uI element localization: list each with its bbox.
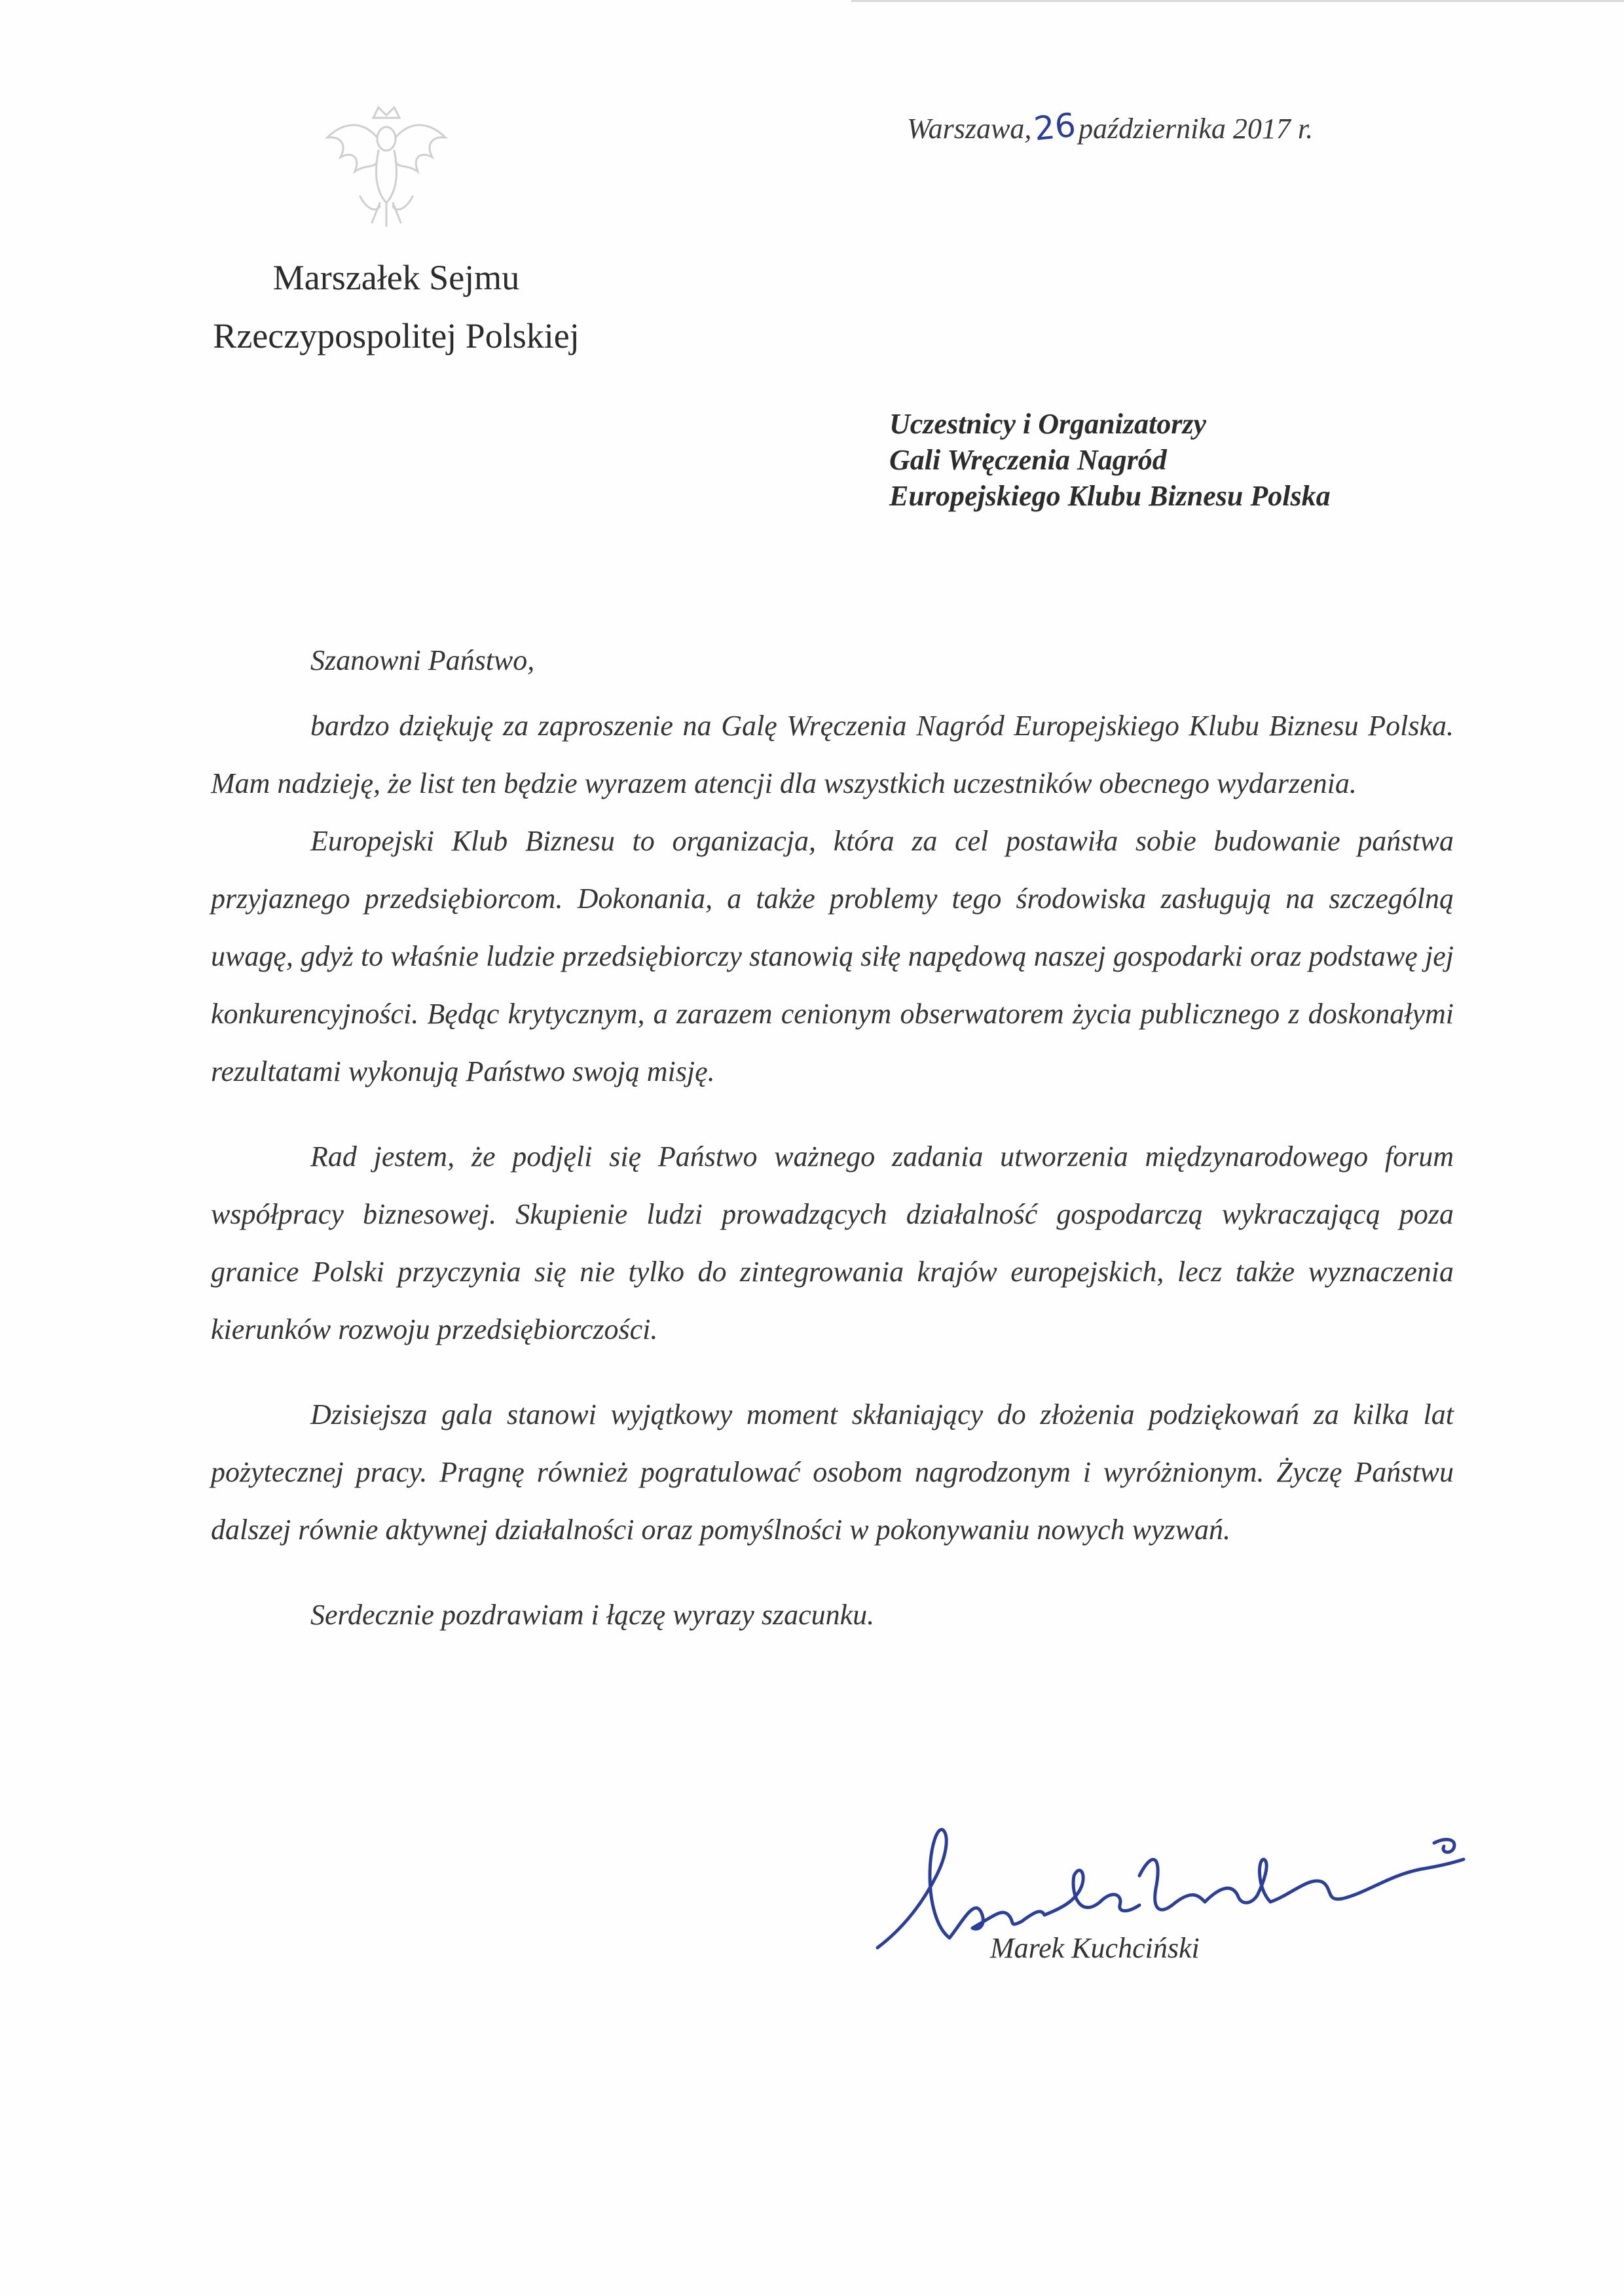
date-month-year: października 2017 r.: [1078, 113, 1314, 145]
date-place: Warszawa,: [907, 113, 1032, 145]
salutation: Szanowni Państwo,: [310, 644, 535, 676]
embossed-eagle-emblem: [314, 98, 458, 236]
paragraph-3: Rad jestem, że podjęli się Państwo ważnego zadania utworzenia międzynarodowego forum współpracy biznesowej. Skupienie ludzi prowadzących działalność gospodarczą wykraczającą poza granice Polski przyczynia się nie tylko do zintegrowania krajów europejskich, lecz także wyznaczenia kierunków rozwoju przedsiębiorczości.: [211, 1140, 1454, 1345]
office-title-line2: Rzeczypospolitej Polskiej: [213, 316, 580, 356]
office-title-line1: Marszałek Sejmu: [272, 258, 520, 297]
paragraph-2: Europejski Klub Biznesu to organizacja, która za cel postawiła sobie budowanie państwa przyjaznego przedsiębiorcom. Dokonania, a także problemy tego środowiska zasługują na szczególną uwagę, gdyż to właśnie ludzie przedsiębiorczy stanowią siłę napędową naszej gospodarki oraz podstawę jej konkurencyjności. Będąc krytycznym, a zarazem cenionym obserwatorem życia publicznego z doskonałymi rezultatami wykonują Państwo swoją misję.: [211, 825, 1454, 1087]
letter-date: [907, 105, 1314, 149]
paragraph-1: bardzo dziękuję za zaproszenie na Galę Wręczenia Nagród Europejskiego Klubu Biznesu Polska. Mam nadzieję, że list ten będzie wyrazem atencji dla wszystkich uczestników obecnego wydarzenia.: [211, 710, 1454, 799]
scan-edge-line: [851, 0, 1624, 2]
signatory-name: Marek Kuchciński: [990, 1932, 1200, 1964]
addressee-line2: Gali Wręczenia Nagród: [889, 444, 1167, 476]
date-day-handwritten: 26: [1032, 105, 1078, 149]
addressee-line1: Uczestnicy i Organizatorzy: [889, 408, 1206, 440]
addressee-line3: Europejskiego Klubu Biznesu Polska: [889, 480, 1331, 512]
closing-line: Serdecznie pozdrawiam i łączę wyrazy szacunku.: [310, 1599, 875, 1631]
paragraph-4: Dzisiejsza gala stanowi wyjątkowy moment skłaniający do złożenia podziękowań za kilka lat pożytecznej pracy. Pragnę również pogratulować osobom nagrodzonym i wyróżnionym. Życzę Państwu dalszej równie aktywnej działalności oraz pomyślności w pokonywaniu nowych wyzwań.: [211, 1398, 1454, 1546]
letter-body: [211, 632, 1454, 1644]
office-title: [167, 259, 625, 376]
addressee-block: [889, 406, 1331, 514]
